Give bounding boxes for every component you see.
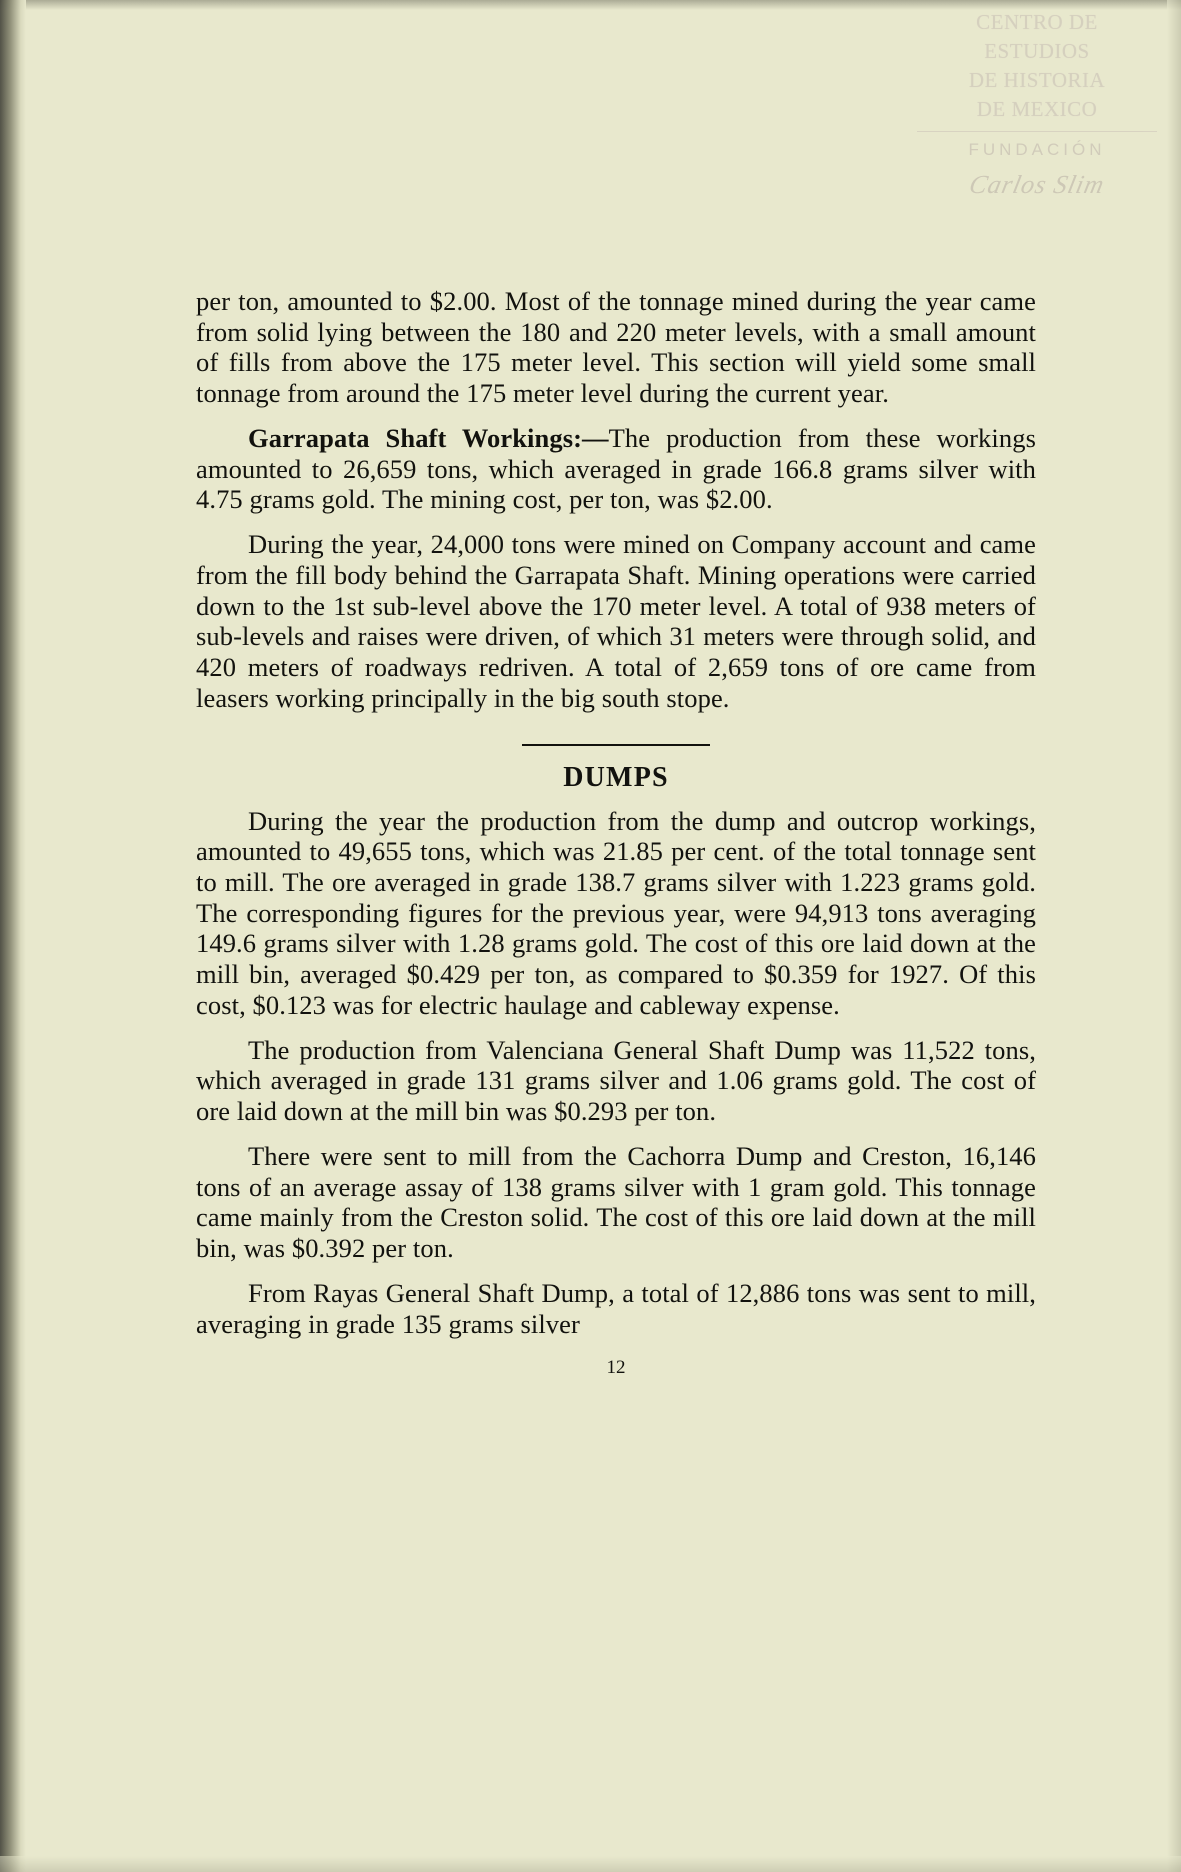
- watermark-line-4: DE MEXICO: [976, 96, 1098, 121]
- paragraph-continued: [196, 286, 1036, 409]
- paragraph-text: There were sent to mill from the Cachorra Dump and Creston, 16,146 tons of an average assay of 138 grams silver with 1 gram gold. This tonnage came mainly from the Creston solid. The cost of this ore laid down at the mill bin, was $0.392 per ton.: [196, 1140, 1036, 1264]
- section-divider-rule: [522, 744, 710, 746]
- paragraph-dumps-production: [196, 806, 1036, 1021]
- page-number: 12: [606, 1357, 626, 1379]
- page-body: [196, 286, 1036, 1379]
- watermark-signature: Carlos Slim: [966, 170, 1108, 200]
- paragraph-cachorra-dump: [196, 1141, 1036, 1264]
- paragraph-valenciana-dump: [196, 1035, 1036, 1127]
- paragraph-text: The production from these workings amounted to 26,659 tons, which averaged in grade 166.8 grams silver with 4.75 grams gold. The mining cost, per ton, was $2.00.: [196, 422, 1036, 515]
- watermark-line-3: DE HISTORIA: [968, 67, 1106, 92]
- watermark-line-2: ESTUDIOS: [984, 38, 1090, 63]
- watermark-foundation-label: FUNDACIÓN: [968, 139, 1106, 159]
- paragraph-rayas-dump: [196, 1278, 1036, 1339]
- watermark-line-1: CENTRO DE: [976, 10, 1098, 34]
- paragraph-text: During the year the production from the dump and outcrop workings, amounted to 49,655 tons, which was 21.85 per cent. of the total tonnage sent to mill. The ore averaged in grade 138.7 grams silver with 1.223 grams gold. The corresponding figures for the previous year, were 94,913 tons averaging 149.6 grams silver with 1.28 grams gold. The cost of this ore laid down at the mill bin, averaged $0.429 per ton, as compared to $0.359 for 1927. Of this cost, $0.123 was for electric haulage and cableway expense.: [196, 805, 1036, 1020]
- section-heading-dumps: DUMPS: [563, 761, 669, 793]
- page-edge-right: [1167, 0, 1181, 1872]
- page-edge-bottom: [0, 1856, 1181, 1872]
- paragraph-text: per ton, amounted to $2.00. Most of the tonnage mined during the year came from solid lying between the 180 and 220 meter levels, with a small amount of fills from above the 175 meter level. This section will yield some small tonnage from around the 175 meter level during the current year.: [196, 286, 1036, 409]
- paragraph-garrapata-shaft-workings: [196, 423, 1036, 515]
- paragraph-during-the-year: [196, 529, 1036, 713]
- watermark-divider: [917, 131, 1157, 132]
- paragraph-runhead: Garrapata Shaft Workings:—: [248, 422, 609, 453]
- archive-watermark: [907, 0, 1167, 207]
- paragraph-text: From Rayas General Shaft Dump, a total of 12,886 tons was sent to mill, averaging in grade 135 grams silver: [196, 1277, 1036, 1339]
- page-edge-left: [0, 0, 26, 1872]
- paragraph-text: The production from Valenciana General Shaft Dump was 11,522 tons, which averaged in grade 131 grams silver and 1.06 grams gold. The cost of ore laid down at the mill bin was $0.293 per ton.: [196, 1034, 1036, 1127]
- paragraph-text: During the year, 24,000 tons were mined on Company account and came from the fill body behind the Garrapata Shaft. Mining operations were carried down to the 1st sub-level above the 170 meter level. A total of 938 meters of sub-levels and raises were driven, of which 31 meters were through solid, and 420 meters of roadways redriven. A total of 2,659 tons of ore came from leasers working principally in the big south stope.: [196, 529, 1036, 713]
